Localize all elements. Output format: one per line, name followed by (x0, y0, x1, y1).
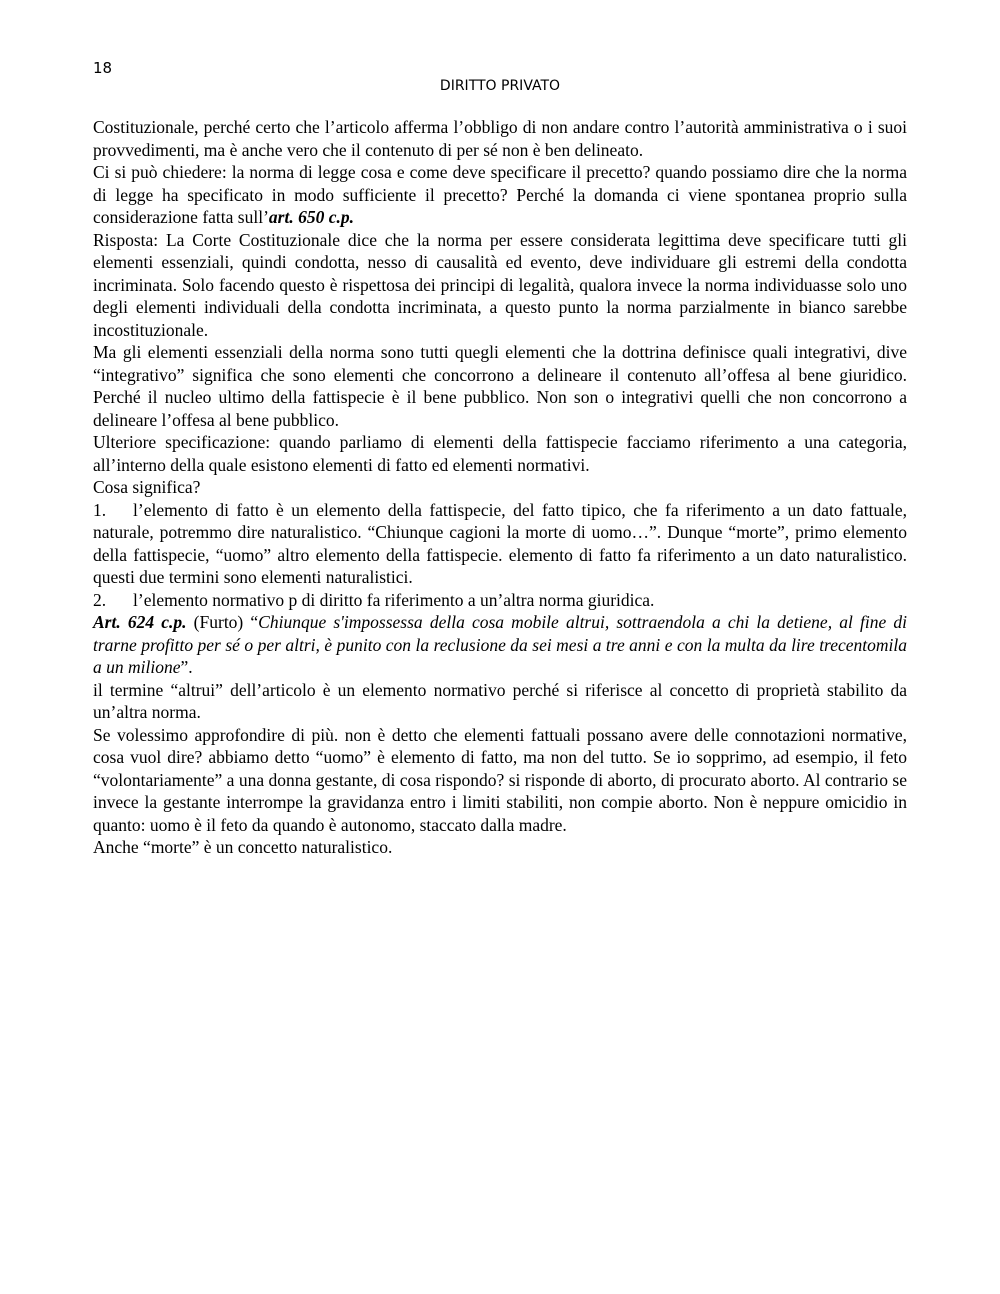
article-reference: art. 650 c.p. (268, 207, 354, 227)
article-reference: Art. 624 c.p. (93, 612, 187, 632)
article-quote-paragraph (93, 611, 907, 679)
paragraph: Costituzionale, perché certo che l’articolo afferma l’obbligo di non andare contro l’autorità amministrativa o i suoi provvedimenti, ma è anche vero che il contenuto di per sé non è ben delineato. (93, 117, 907, 160)
list-number: 1. (93, 499, 107, 520)
paragraph: Ma gli elementi essenziali della norma sono tutti quegli elementi che la dottrina definisce quali integrativi, dive “integrativo” significa che sono elementi che concorrono a delineare il contenuto all’offesa al bene giuridico. Perché il nucleo ultimo della fattispecie è il bene pubblico. Non son o integrativi quelli che non concorrono a delineare l’offesa al bene pubblico. (93, 342, 907, 430)
article-quote-close: ”. (180, 657, 193, 677)
list-item-text: l’elemento normativo p di diritto fa riferimento a un’altra norma giuridica. (133, 589, 655, 610)
list-number: 2. (93, 589, 107, 610)
article-label: (Furto) “ (186, 612, 259, 632)
paragraph (93, 161, 907, 229)
paragraph: Cosa significa? (93, 477, 201, 497)
paragraph-text: Ci si può chiedere: la norma di legge cosa e come deve specificare il precetto? quando possiamo dire che la norma di legge ha specificato in modo sufficiente il precetto? Perché la domanda ci viene spontanea proprio sulla considerazione fatta sull’ (93, 162, 907, 227)
paragraph: Se volessimo approfondire di più. non è detto che elementi fattuali possano avere delle connotazioni normative, cosa vuol dire? abbiamo detto “uomo” è elemento di fatto, ma non del tutto. Se io sopprimo, ad esempio, il feto “volontariamente” a una donna gestante, di cosa rispondo? si risponde di aborto, di procurato aborto. Al contrario se invece la gestante interrompe la gravidanza entro i limiti stabiliti, non compie aborto. Non è neppure omicidio in quanto: uomo è il feto da quando è autonomo, staccato dalla madre. (93, 724, 907, 835)
list-item-text: l’elemento di fatto è un elemento della fattispecie, del fatto tipico, che fa riferimento a un dato fattuale, naturale, potremmo dire naturalistico. “Chiunque cagioni la morte di uomo…”. Dunque “morte”, primo elemento della fattispecie, “uomo” altro elemento della fattispecie. elemento di fatto fa riferimento a un dato naturalistico. questi due termini sono elementi naturalistici. (93, 499, 907, 587)
article-quote: Chiunque s'impossessa della cosa mobile altrui, sottraendola a chi la detiene, al fine di trarne profitto per sé o per altri, è punito con la reclusione da sei mesi a tre anni e con la multa da lire trecentomila a un milione (93, 612, 907, 677)
running-title: DIRITTO PRIVATO (439, 78, 561, 94)
paragraph: il termine “altrui” dell’articolo è un elemento normativo perché si riferisce al concetto di proprietà stabilito da un’altra norma. (93, 679, 907, 722)
list-item (93, 499, 907, 589)
paragraph: Risposta: La Corte Costituzionale dice che la norma per essere considerata legittima deve specificare tutti gli elementi essenziali, quindi condotta, nesso di causalità ed evento, deve individuare gli estremi della condotta incriminata. Solo facendo questo è rispettosa dei principi di legalità, qualora invece la norma individuasse solo uno degli elementi individuali della condotta incriminata, a questo punto la norma parzialmente in bianco sarebbe incostituzionale. (93, 229, 907, 340)
list-item (93, 589, 907, 612)
page-number: 18 (93, 59, 113, 77)
paragraph: Anche “morte” è un concetto naturalistico. (93, 837, 393, 857)
document-body (93, 116, 907, 859)
paragraph: Ulteriore specificazione: quando parliamo di elementi della fattispecie facciamo riferimento a una categoria, all’interno della quale esistono elementi di fatto ed elementi normativi. (93, 432, 907, 475)
